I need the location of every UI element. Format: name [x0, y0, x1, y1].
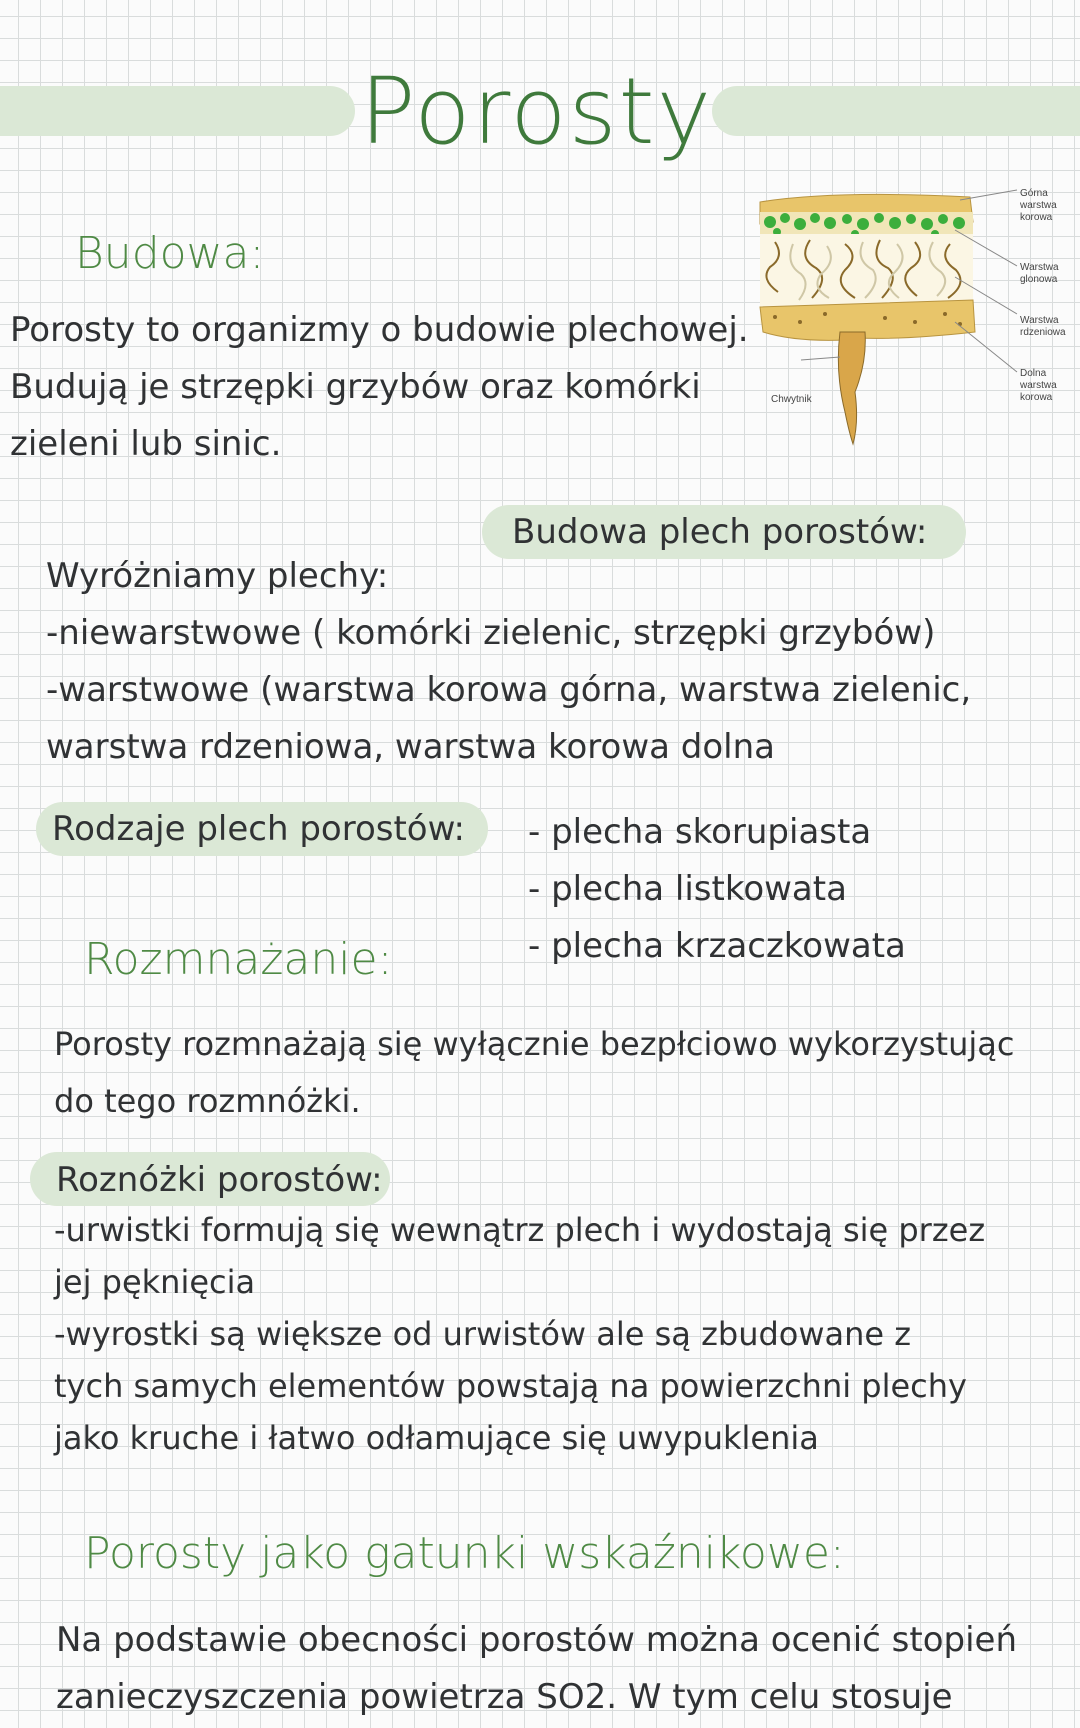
- budowa-text: [10, 302, 749, 473]
- rozmnazanie-line: Porosty rozmnażają się wyłącznie bezpłciowo wykorzystując: [54, 1025, 1015, 1063]
- title-band-left: [0, 86, 355, 136]
- wskaznikowe-line: zanieczyszczenia powietrza SO2. W tym celu stosuje: [56, 1677, 953, 1717]
- rodzaje-item: - plecha listkowata: [528, 869, 847, 909]
- heading-rozmnazanie: Rozmnażanie:: [84, 934, 393, 985]
- wyrozniamy-line: -niewarstwowe ( komórki zielenic, strzępki grzybów): [46, 613, 936, 653]
- wskaznikowe-line: Na podstawie obecności porostów można ocenić stopień: [56, 1620, 1017, 1660]
- budowa-line: Budują je strzępki grzybów oraz komórki: [10, 367, 701, 407]
- caption-diagram: Budowa plech porostów:: [512, 512, 928, 552]
- roznozki-line: -urwistki formują się wewnątrz plech i wydostają się przez: [54, 1211, 986, 1249]
- wyrozniamy-text: [46, 548, 971, 776]
- roznozki-line: tych samych elementów powstają na powierzchni plechy: [54, 1367, 967, 1405]
- wyrozniamy-line: warstwa rdzeniowa, warstwa korowa dolna: [46, 727, 775, 767]
- rozmnazanie-text: [54, 1016, 1014, 1130]
- page-title: Porosty: [360, 58, 714, 165]
- rodzaje-item: - plecha krzaczkowata: [528, 926, 906, 966]
- rozmnazanie-line: do tego rozmnóżki.: [54, 1082, 361, 1120]
- wyrozniamy-line: -warstwowe (warstwa korowa górna, warstwa zielenic,: [46, 670, 972, 710]
- heading-budowa: Budowa:: [75, 228, 265, 279]
- roznozki-label: Roznóżki porostów:: [56, 1160, 383, 1200]
- rodzaje-label: Rodzaje plech porostów:: [52, 809, 465, 849]
- label-gorna-warstwa: Górna warstwa korowa: [1020, 188, 1057, 223]
- label-dolna-warstwa: Dolna warstwa korowa: [1020, 368, 1057, 403]
- label-warstwa-glonowa: Warstwa glonowa: [1020, 262, 1059, 285]
- wskaznikowe-text: [56, 1612, 1017, 1726]
- roznozki-line: -wyrostki są większe od urwistów ale są zbudowane z: [54, 1315, 912, 1353]
- roznozki-line: jej pęknięcia: [54, 1263, 256, 1301]
- budowa-line: zieleni lub sinic.: [10, 424, 282, 464]
- title-band-right: [712, 86, 1080, 136]
- roznozki-line: jako kruche i łatwo odłamujące się uwypuklenia: [54, 1419, 819, 1457]
- rodzaje-list: [528, 804, 906, 975]
- rodzaje-item: - plecha skorupiasta: [528, 812, 872, 852]
- roznozki-text: [54, 1204, 985, 1464]
- wyrozniamy-line: Wyróżniamy plechy:: [46, 556, 389, 596]
- label-chwytnik: Chwytnik: [771, 394, 812, 405]
- lichen-structure-diagram: [755, 182, 1075, 452]
- label-warstwa-rdzeniowa: Warstwa rdzeniowa: [1020, 315, 1066, 338]
- heading-wskaznikowe: Porosty jako gatunki wskaźnikowe:: [84, 1528, 845, 1579]
- budowa-line: Porosty to organizmy o budowie plechowej.: [10, 310, 749, 350]
